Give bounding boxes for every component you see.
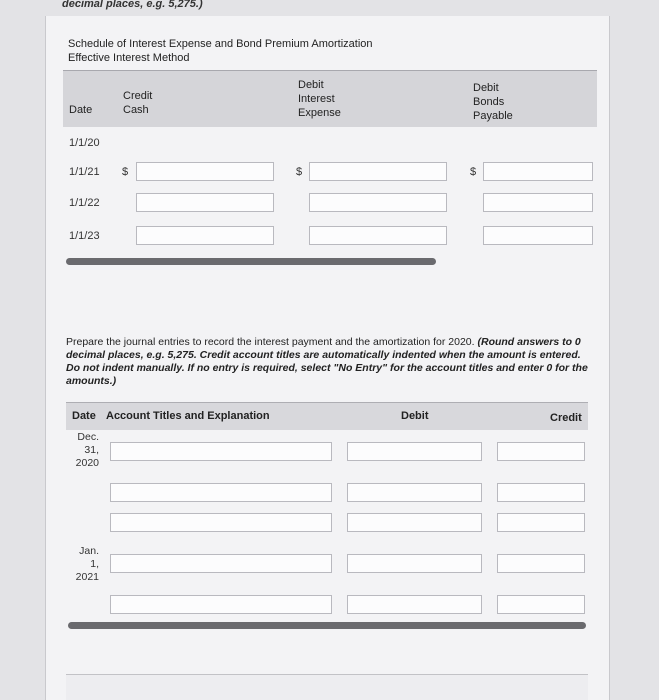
account-title-input[interactable] <box>110 513 332 532</box>
journal-date-day: 1, <box>90 558 99 570</box>
bonds-payable-input[interactable] <box>483 226 593 245</box>
journal-date-year: 2021 <box>75 571 99 583</box>
instructions-emphasis: (Round answers to 0 decimal places, e.g. 5,275. Credit account titles are automatically indented when the amount is entered. Do not indent manually. If no entry is required, select "No Entry" for the account titles and enter 0 for the amounts.) <box>66 336 588 387</box>
header-date: Date <box>69 104 93 116</box>
instructions-text: Prepare the journal entries to record the interest payment and the amortization for 2020. <box>66 336 478 348</box>
account-title-input[interactable] <box>110 483 332 502</box>
credit-cash-input[interactable] <box>136 193 274 212</box>
header-cash-label: Cash <box>123 104 149 116</box>
credit-cash-input[interactable] <box>136 226 274 245</box>
header-debit-interest <box>298 78 341 120</box>
currency-symbol: $ <box>470 166 477 178</box>
schedule-subtitle: Effective Interest Method <box>68 52 190 64</box>
journal-header-debit: Debit <box>401 410 429 422</box>
header-debit2-label: Debit <box>473 82 499 94</box>
journal-date-year: 2020 <box>75 457 99 469</box>
account-title-input[interactable] <box>110 595 332 614</box>
top-note: decimal places, e.g. 5,275.) <box>62 0 203 10</box>
credit-cash-input[interactable] <box>136 162 274 181</box>
credit-amount-input[interactable] <box>497 483 585 502</box>
currency-symbol: $ <box>296 166 303 178</box>
credit-amount-input[interactable] <box>497 513 585 532</box>
schedule-row-date: 1/1/23 <box>69 230 100 242</box>
interest-expense-input[interactable] <box>309 162 447 181</box>
debit-amount-input[interactable] <box>347 513 482 532</box>
schedule-scrollbar[interactable] <box>66 258 436 265</box>
schedule-row-date: 1/1/22 <box>69 197 100 209</box>
schedule-title <box>68 37 373 65</box>
account-title-input[interactable] <box>110 554 332 573</box>
journal-entry-date <box>72 431 99 470</box>
journal-date-month: Dec. <box>77 431 99 443</box>
schedule-header <box>63 70 597 127</box>
instructions <box>66 336 588 388</box>
debit-amount-input[interactable] <box>347 483 482 502</box>
debit-amount-input[interactable] <box>347 554 482 573</box>
credit-amount-input[interactable] <box>497 554 585 573</box>
schedule-row-date: 1/1/20 <box>69 137 100 149</box>
header-credit-label: Credit <box>123 90 153 102</box>
journal-date-day: 31, <box>84 444 99 456</box>
bonds-payable-input[interactable] <box>483 193 593 212</box>
next-section-edge <box>66 674 588 700</box>
journal-entry-date <box>72 545 99 584</box>
journal-date-month: Jan. <box>79 545 99 557</box>
debit-amount-input[interactable] <box>347 595 482 614</box>
header-interest-label: Interest <box>298 93 335 105</box>
header-debit-bonds <box>473 81 513 123</box>
journal-header-credit: Credit <box>550 412 582 424</box>
bonds-payable-input[interactable] <box>483 162 593 181</box>
interest-expense-input[interactable] <box>309 226 447 245</box>
credit-amount-input[interactable] <box>497 442 585 461</box>
header-credit-cash <box>123 89 152 117</box>
currency-symbol: $ <box>122 166 129 178</box>
header-bonds-label: Bonds <box>473 96 505 108</box>
header-payable-label: Payable <box>473 110 513 122</box>
journal-scrollbar[interactable] <box>68 622 586 629</box>
header-expense-label: Expense <box>298 107 341 119</box>
header-debit-label: Debit <box>298 79 324 91</box>
journal-header-account: Account Titles and Explanation <box>106 410 270 422</box>
account-title-input[interactable] <box>110 442 332 461</box>
interest-expense-input[interactable] <box>309 193 447 212</box>
journal-header-date: Date <box>72 410 96 422</box>
debit-amount-input[interactable] <box>347 442 482 461</box>
schedule-row-date: 1/1/21 <box>69 166 100 178</box>
schedule-title-line: Schedule of Interest Expense and Bond Premium Amortization <box>68 38 373 50</box>
credit-amount-input[interactable] <box>497 595 585 614</box>
journal-header <box>66 402 588 430</box>
